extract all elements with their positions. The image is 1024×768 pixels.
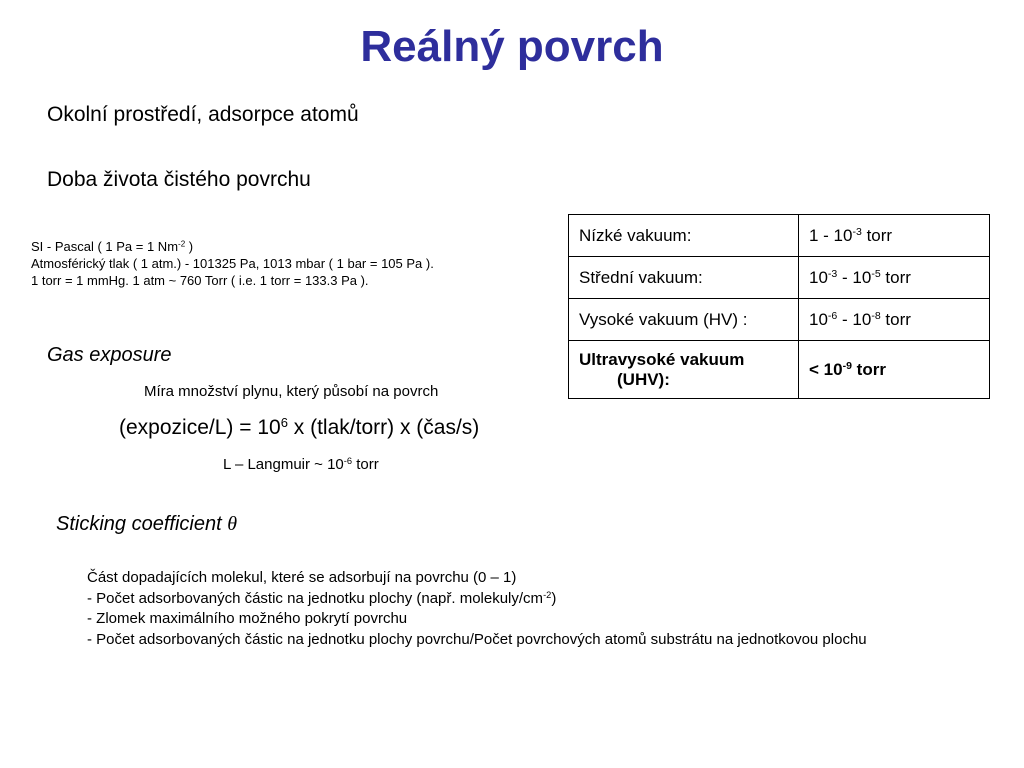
vacuum-range: $1 - 10^{-3}$ torr xyxy=(799,215,990,257)
vacuum-label: Vysoké vakuum (HV) : xyxy=(569,299,799,341)
units-line-atm: Atmosférický tlak ( 1 atm.) - 101325 Pa, 1013 mbar ( 1 bar = 105 Pa ). xyxy=(31,256,434,271)
units-line-si: SI - Pascal ( 1 Pa = 1 $Nm^{-2}$ ) xyxy=(31,239,194,254)
vacuum-label: Ultravysoké vakuum (UHV): xyxy=(569,341,799,399)
vacuum-table xyxy=(568,214,990,399)
bullet-surface-lifetime: Doba života čistého povrchu xyxy=(47,168,311,191)
vacuum-range: $10^{-6} - 10^{-8}$ torr xyxy=(799,299,990,341)
vacuum-range: $10^{-3} - 10^{-5}$ torr xyxy=(799,257,990,299)
table-row xyxy=(569,257,990,299)
langmuir-definition: L – Langmuir ~ $10^{-6}$ torr xyxy=(223,455,379,473)
list-item: - Počet adsorbovaných částic na jednotku plochy povrchu/Počet povrchových atomů substrátu na jednotkovou plochu xyxy=(87,630,867,648)
bullet-environment: Okolní prostředí, adsorpce atomů xyxy=(47,103,359,126)
theta-symbol: θ xyxy=(227,513,238,535)
sticking-coefficient-heading: Sticking coefficient θ xyxy=(56,513,238,535)
units-line-torr: 1 torr = 1 mmHg. 1 atm ~ 760 Torr ( i.e. 1 torr = 133.3 Pa ). xyxy=(31,273,369,288)
vacuum-label: Nízké vakuum: xyxy=(569,215,799,257)
sticking-coefficient-list xyxy=(87,568,867,650)
table-row xyxy=(569,215,990,257)
table-row xyxy=(569,341,990,399)
pressure-units-note xyxy=(31,238,434,289)
table-row xyxy=(569,299,990,341)
vacuum-range: < $10^{-9}$ torr xyxy=(799,341,990,399)
gas-exposure-heading: Gas exposure xyxy=(47,344,172,366)
exposure-formula: (expozice/L) = $10^6$ x (tlak/torr) x (čas/s) xyxy=(119,414,480,439)
list-item: - Zlomek maximálního možného pokrytí povrchu xyxy=(87,610,408,627)
list-item: - Počet adsorbovaných částic na jednotku plochy (např. molekuly/$cm^{-2}$) xyxy=(87,589,557,607)
vacuum-label: Střední vakuum: xyxy=(569,257,799,299)
page-title: Reálný povrch xyxy=(360,22,664,71)
list-item: Část dopadajících molekul, které se adsorbují na povrchu (0 – 1) xyxy=(87,569,517,586)
gas-exposure-description: Míra množství plynu, který působí na povrch xyxy=(144,383,439,400)
